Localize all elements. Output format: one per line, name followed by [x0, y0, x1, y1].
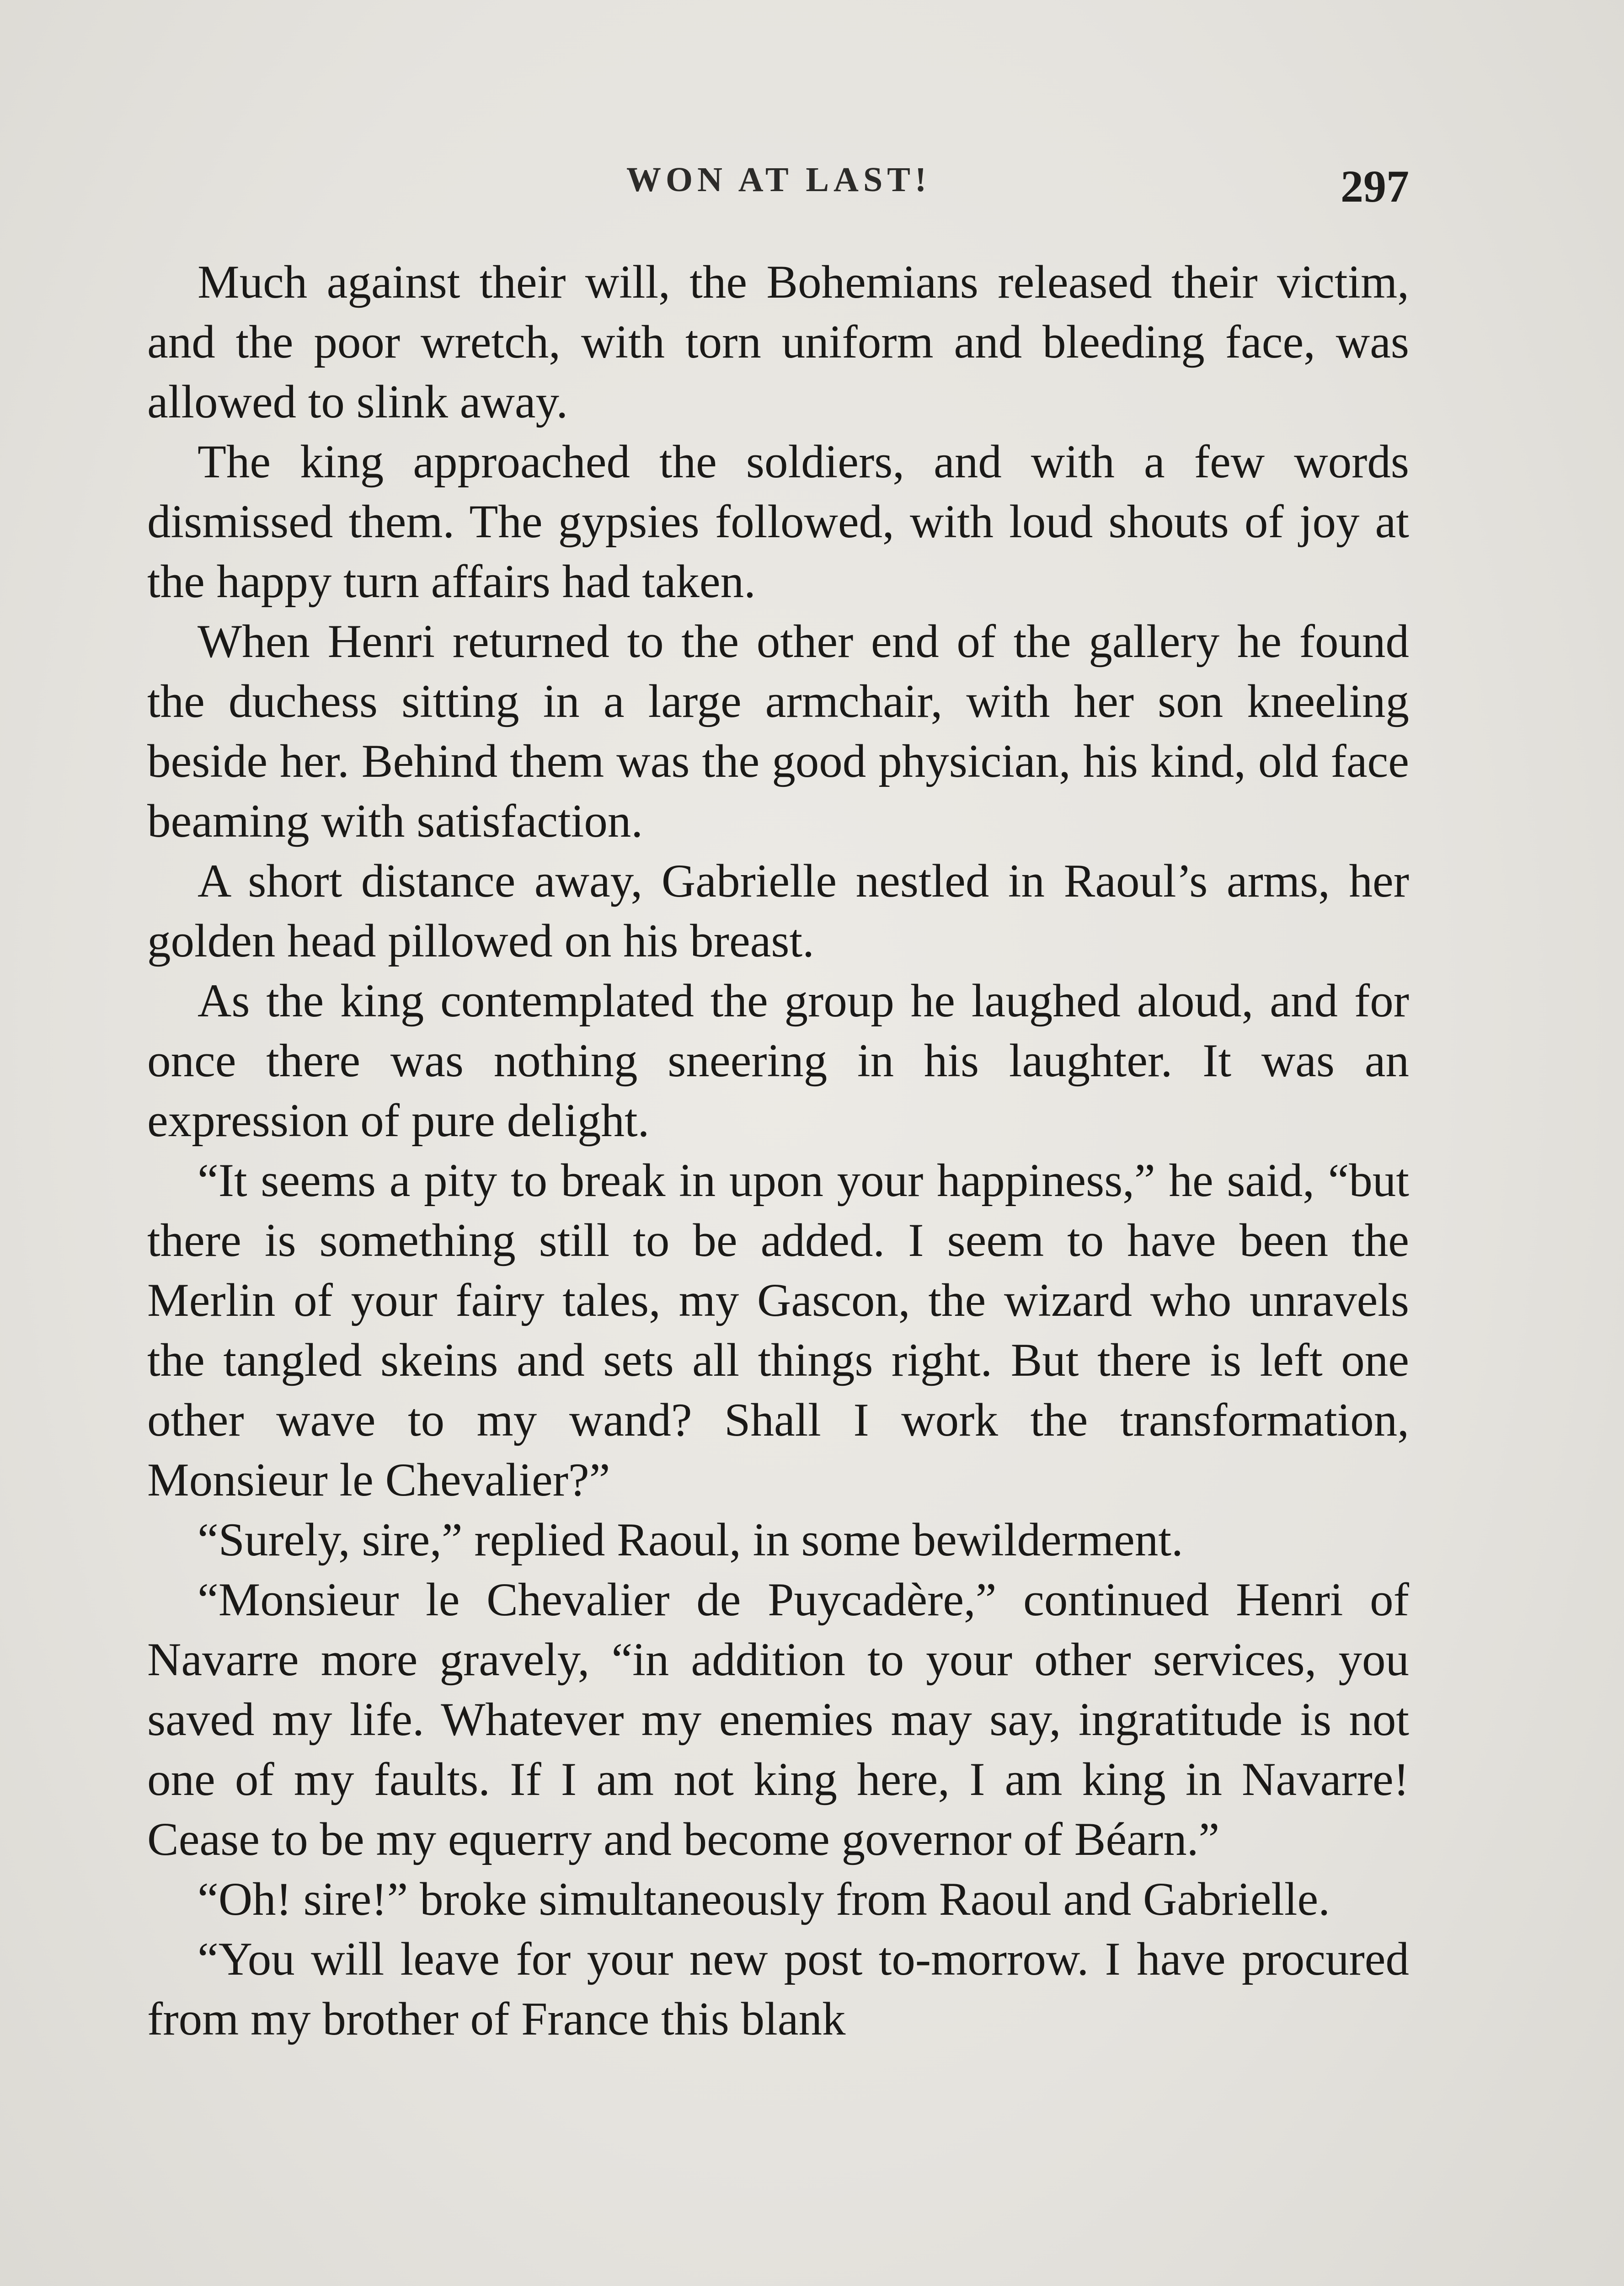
- paragraph: Much against their will, the Bohemians released their victim, and the poor wretch, with torn uniform and bleeding face, was allowed to slink away.: [147, 256, 1409, 428]
- paragraph: “Surely, sire,” replied Raoul, in some bewilderment.: [198, 1514, 1183, 1566]
- paragraph: “It seems a pity to break in upon your happiness,” he said, “but there is something still to be added. I seem to have been the Merlin of your fairy tales, my Gascon, the wizard who unravels the tangled skeins and sets all things right. But there is left one other wave to my wand? Shall I work the transformation, Monsieur le Chevalier?”: [147, 1154, 1409, 1506]
- paragraph: The king approached the soldiers, and with a few words dismissed them. The gypsies followed, with loud shouts of joy at the happy turn affairs had taken.: [147, 436, 1409, 608]
- paragraph: A short distance away, Gabrielle nestled in Raoul’s arms, her golden head pillowed on his breast.: [147, 855, 1409, 967]
- paragraph: When Henri returned to the other end of the gallery he found the duchess sitting in a large armchair, with her son kneeling beside her. Behind them was the good physician, his kind, old face beaming with satisfaction.: [147, 615, 1409, 847]
- paragraph: “You will leave for your new post to-morrow. I have procured from my brother of France this blank: [147, 1933, 1409, 2045]
- body-text: [147, 252, 1409, 2049]
- page-number: 297: [1341, 161, 1409, 212]
- paragraph: “Oh! sire!” broke simultaneously from Raoul and Gabrielle.: [198, 1873, 1330, 1925]
- running-title: WON AT LAST!: [626, 160, 931, 199]
- paragraph: As the king contemplated the group he laughed aloud, and for once there was nothing sneering in his laughter. It was an expression of pure delight.: [147, 975, 1409, 1147]
- paragraph: “Monsieur le Chevalier de Puycadère,” continued Henri of Navarre more gravely, “in addition to your other services, you saved my life. Whatever my enemies may say, ingratitude is not one of my faults. If I am not king here, I am king in Navarre! Cease to be my equerry and become governor of Béarn.”: [147, 1574, 1409, 1865]
